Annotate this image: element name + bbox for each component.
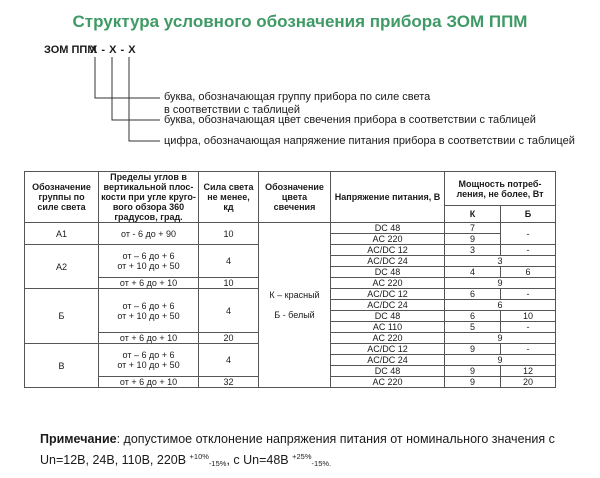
cell-power-b: 10 [501,311,556,322]
cell-power-b: - [501,322,556,333]
cell-intensity: 4 [199,344,259,377]
header-power: Мощность потреб-ления, не более, Вт [445,172,556,206]
cell-voltage: AC 220 [331,278,445,289]
cell-power-k: 4 [445,267,501,278]
cell-angle-line: от – 6 до + 6 [122,300,175,311]
description-group-line1: буква, обозначающая группу прибора по силе света [164,91,431,103]
cell-angle-line: от – 6 до + 6 [122,350,175,360]
table-row [25,223,556,234]
tolerance2-sub: -15%. [311,459,332,468]
cell-voltage: AC/DC 12 [331,245,445,256]
header-voltage: Напряжение питания, В [331,172,445,223]
description-color: буква, обозначающая цвет свечения прибора в соответствии с таблицей [164,114,536,126]
header-power-k: К [445,206,501,223]
cell-intensity: 32 [199,377,259,388]
cell-power-kb: 3 [445,256,556,267]
cell-angle-line: от + 10 до + 50 [117,360,180,370]
device-code-pattern: Х - Х - Х [90,44,137,56]
cell-power-b: - [501,223,556,245]
color-option: К – красный [269,290,320,300]
cell-power-k: 9 [445,234,501,245]
cell-group: А1 [25,223,99,245]
cell-angle [99,289,199,333]
cell-angle-line: от – 6 до + 6 [122,251,175,261]
cell-power-k: 9 [445,366,501,377]
header-group: Обозначение группы по силе света [25,172,99,223]
description-group-line2: в соответствии с таблицей [164,104,301,116]
cell-power-k: 6 [445,311,501,322]
tolerance2-sup: +25% [292,452,312,461]
header-intensity: Сила света не менее, кд [199,172,259,223]
cell-voltage: AC/DC 24 [331,256,445,267]
tolerance1-sup: +10% [189,452,209,461]
footnote-line2-mid: , с Un=48В [226,453,293,467]
cell-angle-line: от + 10 до + 50 [117,310,180,321]
header-angles: Пределы углов в вертикальной плос-кости при угле круго-вого обзора 360 градусов, град. [99,172,199,223]
cell-power-b: 20 [501,377,556,388]
cell-voltage: AC/DC 24 [331,300,445,311]
cell-power-b: - [501,344,556,355]
cell-power-k: 9 [445,377,501,388]
header-color: Обозначение цвета свечения [259,172,331,223]
cell-angle-line: от + 6 до + 10 [119,333,178,343]
footnote-label: Примечание [40,432,117,446]
page-title: Структура условного обозначения прибора ЗОМ ППМ [72,12,528,31]
cell-voltage: AC 220 [331,234,445,245]
cell-angle-line: от - 6 до + 90 [121,228,176,239]
cell-power-k: 5 [445,322,501,333]
cell-power-k: 6 [445,289,501,300]
cell-voltage: AC 110 [331,322,445,333]
cell-color [259,223,331,388]
cell-voltage: DC 48 [331,223,445,234]
cell-angle [99,245,199,278]
cell-power-kb: 6 [445,300,556,311]
cell-voltage: AC 220 [331,333,445,344]
cell-group: А2 [25,245,99,289]
cell-intensity: 10 [199,223,259,245]
cell-voltage: AC 220 [331,377,445,388]
footnote [40,431,555,472]
device-code-name: ЗОМ ППМ [44,44,97,56]
cell-angle [99,333,199,344]
cell-intensity: 4 [199,245,259,278]
cell-angle-line: от + 6 до + 10 [119,278,178,288]
cell-power-b: - [501,245,556,256]
cell-voltage: DC 48 [331,366,445,377]
description-voltage: цифра, обозначающая напряжение питания прибора в соответствии с таблицей [164,135,575,147]
cell-power-k: 3 [445,245,501,256]
color-option: Б - белый [274,310,315,320]
cell-angle [99,278,199,289]
cell-angle [99,344,199,377]
cell-power-kb: 9 [445,333,556,344]
cell-power-b: 12 [501,366,556,377]
cell-power-b: - [501,289,556,300]
cell-intensity: 20 [199,333,259,344]
cell-power-k: 9 [445,344,501,355]
cell-voltage: AC/DC 12 [331,344,445,355]
cell-voltage: AC/DC 24 [331,355,445,366]
cell-intensity: 10 [199,278,259,289]
cell-voltage: DC 48 [331,311,445,322]
footnote-text: : допустимое отклонение напряжения питания от номинального значения с [116,432,555,446]
cell-angle-line: от + 6 до + 10 [119,377,178,387]
cell-group: Б [25,289,99,344]
tolerance1-sub: -15% [208,459,227,468]
cell-intensity: 4 [199,289,259,333]
cell-power-k: 7 [445,223,501,234]
cell-voltage: DC 48 [331,267,445,278]
cell-angle [99,377,199,388]
cell-group: В [25,344,99,388]
cell-angle [99,223,199,245]
cell-power-b: 6 [501,267,556,278]
cell-power-kb: 9 [445,278,556,289]
footnote-line2-prefix: Un=12В, 24В, 110В, 220В [40,453,190,467]
header-power-b: Б [501,206,556,223]
cell-voltage: AC/DC 12 [331,289,445,300]
cell-angle-line: от + 10 до + 50 [117,261,180,271]
spec-table [24,171,556,388]
cell-power-kb: 9 [445,355,556,366]
